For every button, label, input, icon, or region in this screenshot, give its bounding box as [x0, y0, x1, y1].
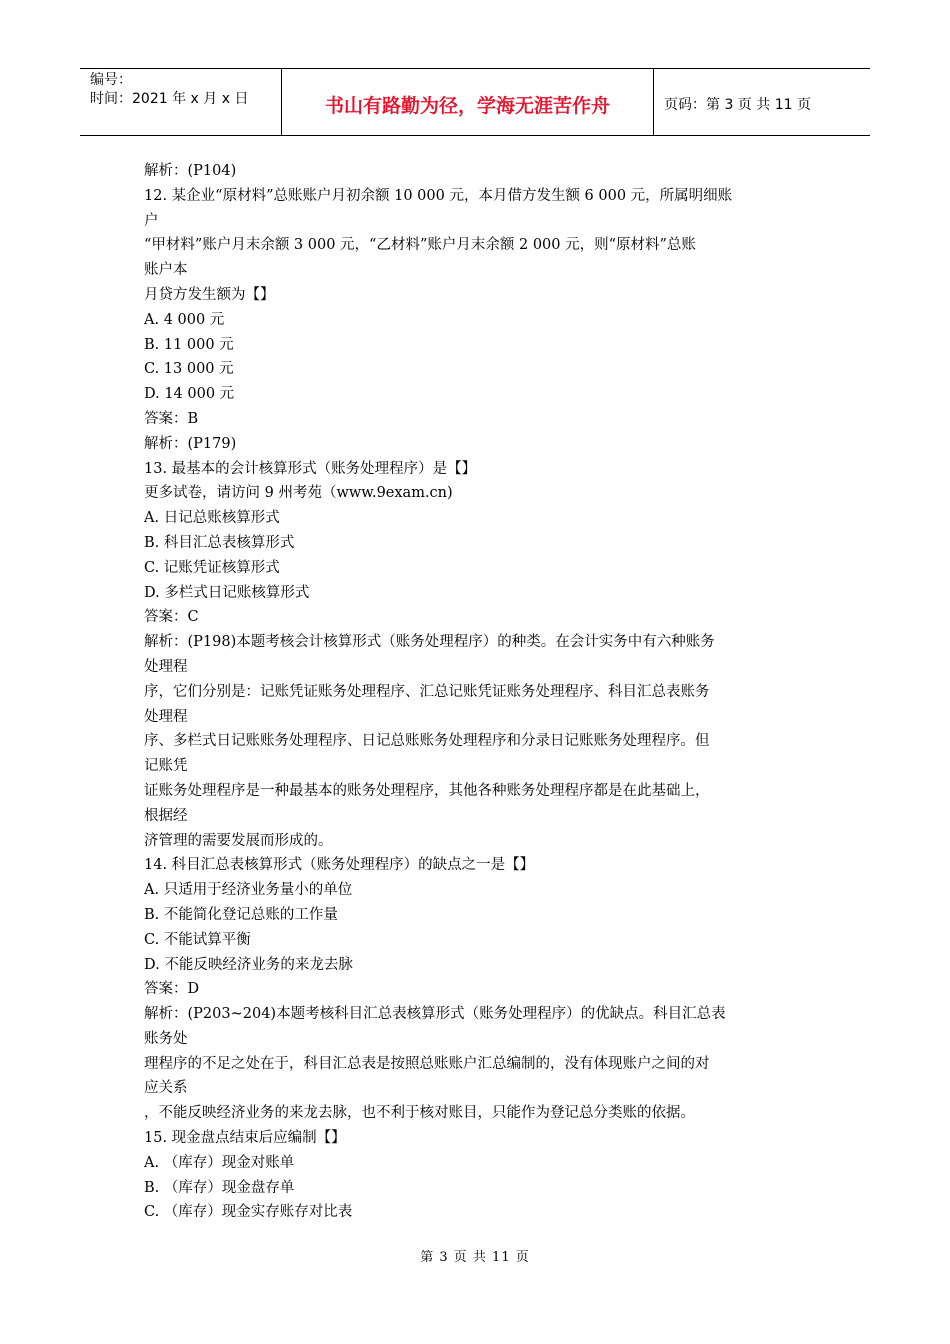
- text-line: ，不能反映经济业务的来龙去脉，也不利于核对账目，只能作为登记总分类账的依据。: [144, 1105, 695, 1122]
- number-label: 编号：: [90, 72, 132, 88]
- text-line: 处理程: [144, 658, 188, 675]
- text-line: 解析：(P104): [144, 163, 237, 179]
- text-line: 记账凭: [144, 758, 188, 775]
- text-line: A. 只适用于经济业务量小的单位: [144, 882, 353, 899]
- text-line: B. 不能简化登记总账的工作量: [144, 906, 338, 923]
- text-line: 账务处: [144, 1030, 188, 1047]
- text-line: 济管理的需要发展而形成的。: [144, 832, 333, 849]
- header-meta: [80, 69, 282, 135]
- text-line: 理程序的不足之处在于，科目汇总表是按照总账账户汇总编制的，没有体现账户之间的对: [144, 1055, 710, 1072]
- text-line: “甲材料”账户月末余额 3 000 元，“乙材料”账户月末余额 2 000 元，则“原材料”总账: [144, 237, 696, 254]
- text-line: 答案：D: [144, 981, 200, 998]
- text-line: 解析：(P203~204)本题考核科目汇总表核算形式（账务处理程序）的优缺点。科目汇总表: [144, 1006, 726, 1023]
- text-line: 更多试卷，请访问 9 州考苑（www.9exam.cn): [144, 485, 453, 502]
- text-line: 解析：(P198)本题考核会计核算形式（账务处理程序）的种类。在会计实务中有六种账务: [144, 634, 715, 651]
- text-line: A. 日记总账核算形式: [144, 510, 280, 527]
- text-line: D. 14 000 元: [144, 386, 235, 403]
- text-line: 序、多栏式日记账账务处理程序、日记总账账务处理程序和分录日记账账务处理程序。但: [144, 733, 710, 750]
- header-motto: 书山有路勤为径，学海无涯苦作舟: [282, 69, 654, 135]
- text-line: 户: [144, 212, 159, 229]
- header-page-info: 页码：第 3 页 共 11 页: [664, 97, 811, 113]
- text-line: C. 13 000 元: [144, 361, 234, 378]
- text-line: 证账务处理程序是一种最基本的账务处理程序，其他各种账务处理程序都是在此基础上，: [144, 782, 710, 799]
- text-line: C. 不能试算平衡: [144, 931, 251, 948]
- document-body: [144, 159, 824, 1225]
- text-line: 处理程: [144, 708, 188, 725]
- document-header: [80, 68, 870, 136]
- text-line: 账户本: [144, 262, 188, 279]
- text-line: B. 11 000 元: [144, 336, 234, 353]
- text-line: C. （库存）现金实存账存对比表: [144, 1204, 353, 1221]
- text-line: D. 不能反映经济业务的来龙去脉: [144, 956, 353, 973]
- text-line: B. 科目汇总表核算形式: [144, 534, 295, 551]
- text-line: 序，它们分别是：记账凭证账务处理程序、汇总记账凭证账务处理程序、科目汇总表账务: [144, 683, 710, 700]
- text-line: 答案：B: [144, 410, 199, 427]
- text-line: A. 4 000 元: [144, 311, 225, 328]
- text-line: 13. 最基本的会计核算形式（账务处理程序）是【】: [144, 460, 477, 477]
- text-line: 答案：C: [144, 609, 199, 626]
- text-line: 15. 现金盘点结束后应编制【】: [144, 1130, 346, 1147]
- text-line: 根据经: [144, 807, 188, 824]
- text-line: B. （库存）现金盘存单: [144, 1179, 295, 1196]
- text-line: 应关系: [144, 1080, 188, 1097]
- text-line: A. （库存）现金对账单: [144, 1154, 295, 1171]
- page-footer: 第 3 页 共 11 页: [420, 1250, 530, 1265]
- text-line: 月贷方发生额为【】: [144, 286, 275, 303]
- time-label: 时间：2021 年 x 月 x 日: [90, 91, 249, 107]
- text-line: C. 记账凭证核算形式: [144, 559, 280, 576]
- text-line: 12. 某企业“原材料”总账账户月初余额 10 000 元，本月借方发生额 6 000 元，所属明细账: [144, 187, 733, 204]
- text-line: 解析：(P179): [144, 435, 237, 452]
- text-line: D. 多栏式日记账核算形式: [144, 584, 310, 601]
- text-line: 14. 科目汇总表核算形式（账务处理程序）的缺点之一是【】: [144, 857, 535, 874]
